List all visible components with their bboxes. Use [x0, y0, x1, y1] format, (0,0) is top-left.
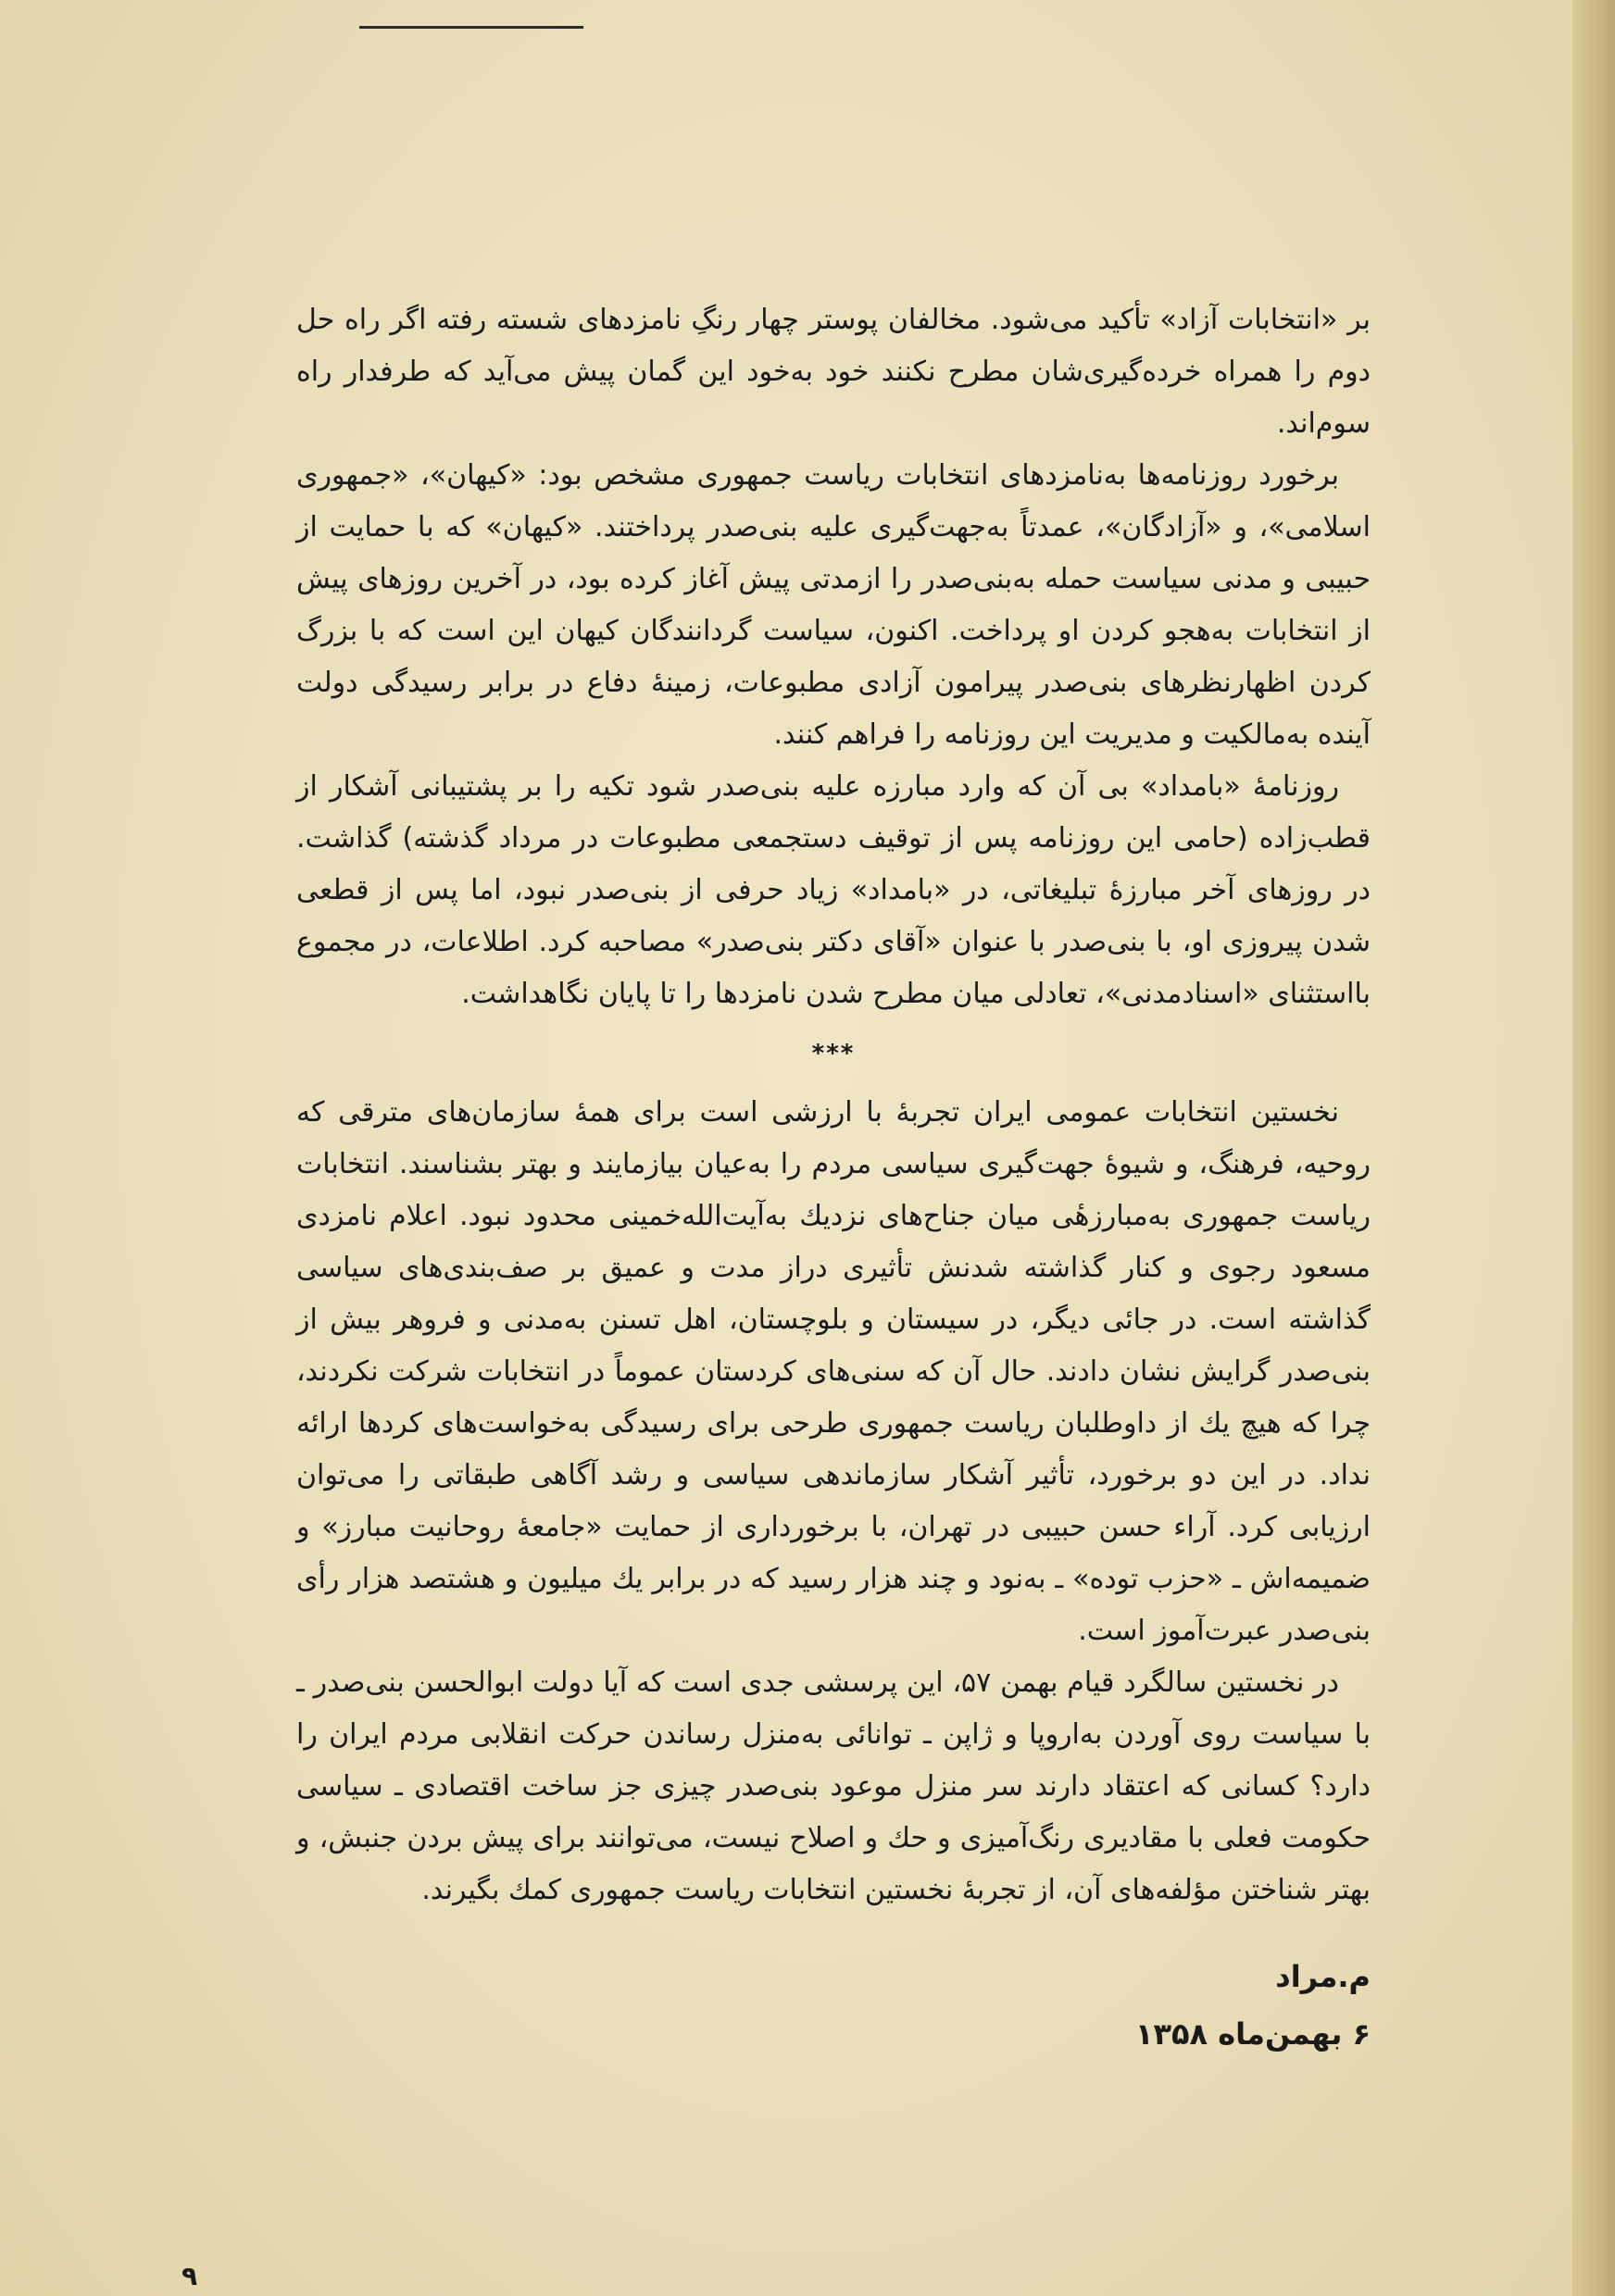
author-name: م.مراد	[1275, 1959, 1371, 1994]
article-body	[296, 294, 1371, 2063]
page-number: ۹	[182, 2261, 198, 2291]
signature-block	[296, 1948, 1371, 2063]
article-date: ۶ بهمن‌ماه ۱۳۵۸	[1134, 2016, 1371, 2052]
paragraph-1: بر «انتخابات آزاد» تأکید می‌شود. مخالفان پوستر چهار رنگِ نامزدهای شسته رفته اگر راه حل دوم را همراه خرده‌گیری‌شان مطرح نکنند خود به‌خود این گمان پیش می‌آید که طرفدار راه سوم‌اند.	[296, 304, 1371, 440]
paragraph-4: نخستین انتخابات عمومی ایران تجربهٔ با ارزشی است برای همهٔ سازمان‌های مترقی که روحیه، فرهنگ، و شیوهٔ جهت‌گیری سیاسی مردم را به‌عیان بیازمایند و بهتر بشناسند. انتخابات ریاست جمهوری به‌مبارزهٔی میان جناح‌های نزدیك به‌آیت‌الله‌خمینی محدود نبود. اعلام نامزدی مسعود رجوی و کنار گذاشته شدنش تأثیری دراز مدت و عمیق بر صف‌بندی‌های سیاسی گذاشته است. در جائی دیگر، در سیستان و بلوچستان، اهل تسنن به‌مدنی و فروهر بیش از بنی‌صدر گرایش نشان دادند. حال آن که سنی‌های کردستان عموماً در انتخابات شرکت نکردند، چرا که هیچ یك از داوطلبان ریاست جمهوری طرحی برای رسیدگی به‌خواست‌های کردها ارائه نداد. در این دو برخورد، تأثیر آشکار سازماندهی سیاسی و رشد آگاهی طبقاتی را می‌توان ارزیابی کرد. آراء حسن حبیبی در تهران، با برخورداری از حمایت «جامعهٔ روحانیت مبارز» و ضمیمه‌اش ـ «حزب توده» ـ به‌نود و چند هزار رسید که در برابر یك میلیون و هشتصد هزار رأی بنی‌صدر عبرت‌آموز است.	[296, 1096, 1371, 1647]
top-rule-divider	[359, 26, 583, 29]
paper-edge	[1572, 0, 1615, 2296]
section-separator: ***	[811, 1040, 856, 1067]
paragraph-5: در نخستین سالگرد قیام بهمن ۵۷، این پرسشی جدی است که آیا دولت ابوالحسن بنی‌صدر ـ با سیاست روی آوردن به‌اروپا و ژاپن ـ توانائی به‌منزل رساندن حرکت انقلابی مردم ایران را دارد؟ کسانی که اعتقاد دارند سر منزل موعود بنی‌صدر چیزی جز ساخت اقتصادی ـ سیاسی حکومت فعلی با مقادیری رنگ‌آمیزی و حك و اصلاح نیست، می‌توانند برای پیش بردن جنبش، و بهتر شناختن مؤلفه‌های آن، از تجربهٔ نخستین انتخابات ریاست جمهوری کمك بگیرند.	[296, 1666, 1371, 1906]
paragraph-2: برخورد روزنامه‌ها به‌نامزدهای انتخابات ریاست جمهوری مشخص بود: «کیهان»، «جمهوری اسلامی»، و «آزادگان»، عمدتاً به‌جهت‌گیری علیه بنی‌صدر پرداختند. «کیهان» که با حمایت از حبیبی و مدنی سیاست حمله به‌بنی‌صدر را ازمدتی پیش آغاز کرده بود، در آخرین روزهای پیش از انتخابات به‌هجو کردن او پرداخت. اکنون، سیاست گردانندگان کیهان این است که با بزرگ کردن اظهارنظرهای بنی‌صدر پیرامون آزادی مطبوعات، زمینهٔ دفاع در برابر رسیدگی دولت آینده به‌مالکیت و مدیریت این روزنامه را فراهم کنند.	[296, 459, 1371, 751]
paragraph-3: روزنامهٔ «بامداد» بی آن که وارد مبارزه علیه بنی‌صدر شود تکیه را بر پشتیبانی آشکار از قطب‌زاده (حامی این روزنامه پس از توقیف دستجمعی مطبوعات در مرداد گذشته) گذاشت. در روزهای آخر مبارزهٔ تبلیغاتی، در «بامداد» زیاد حرفی از بنی‌صدر نبود، اما پس از قطعی شدن پیروزی او، با بنی‌صدر با عنوان «آقای دکتر بنی‌صدر» مصاحبه کرد. اطلاعات، در مجموع بااستثنای «اسنادمدنی»، تعادلی میان مطرح شدن نامزدها را تا پایان نگاهداشت.	[296, 770, 1371, 1010]
